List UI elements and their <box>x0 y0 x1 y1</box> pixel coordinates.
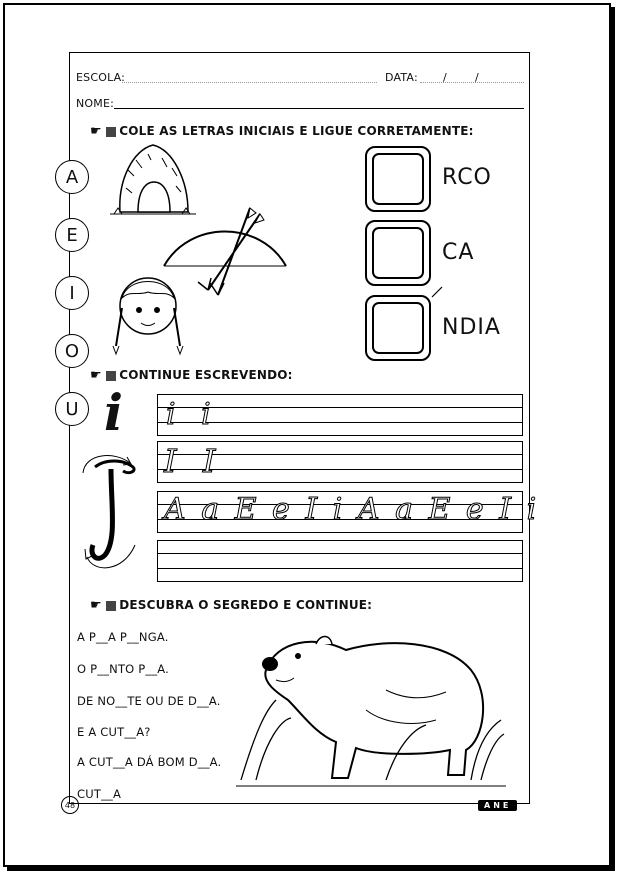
writing-row-1[interactable] <box>157 394 523 436</box>
writing-row-4[interactable] <box>157 540 523 582</box>
writing-row-2[interactable] <box>157 441 523 483</box>
word-2: CA <box>442 240 475 265</box>
writing-row-3[interactable] <box>157 491 540 533</box>
vowel-e[interactable]: E <box>55 218 89 252</box>
trace-text-1: i i <box>166 397 219 432</box>
answer-box-3[interactable] <box>365 295 431 361</box>
date-label: DATA: <box>385 71 418 84</box>
vowel-i[interactable]: I <box>55 276 89 310</box>
trace-text-2: I I <box>164 442 224 480</box>
answer-box-2[interactable] <box>365 220 431 286</box>
sentence-2: O P__NTO P__A. <box>77 662 170 676</box>
square-bullet-icon <box>106 601 116 611</box>
sentence-3: DE NO__TE OU DE D__A. <box>77 694 221 708</box>
date-separator: / <box>475 71 479 84</box>
pointing-hand-icon: ☛ <box>90 124 102 139</box>
vowel-a[interactable]: A <box>55 160 89 194</box>
pencil-mark-icon <box>430 285 444 299</box>
pointing-hand-icon: ☛ <box>90 598 102 613</box>
answer-box-1[interactable] <box>365 146 431 212</box>
vowel-u[interactable]: U <box>55 392 89 426</box>
section3-instruction-text: DESCUBRA O SEGREDO E CONTINUE: <box>119 598 373 612</box>
trace-text-3: A a E e I i A a E e I i <box>164 492 540 527</box>
section1-instruction <box>90 124 474 139</box>
indian-girl-icon <box>108 268 188 358</box>
school-label: ESCOLA: <box>76 71 126 84</box>
word-1: RCO <box>442 165 492 190</box>
sentence-6: CUT__A <box>77 787 122 801</box>
name-label: NOME: <box>76 97 115 110</box>
word-3: NDIA <box>442 315 501 340</box>
cursive-capital-i-icon <box>75 445 155 580</box>
vowel-o[interactable]: O <box>55 334 89 368</box>
sentence-4: E A CUT__A? <box>77 725 151 739</box>
page-number: 48 <box>61 796 79 814</box>
section1-instruction-text: COLE AS LETRAS INICIAIS E LIGUE CORRETAMENTE: <box>119 124 474 138</box>
section2-instruction <box>90 368 293 383</box>
date-field[interactable] <box>420 82 524 83</box>
square-bullet-icon <box>106 371 116 381</box>
date-separator: / <box>443 71 447 84</box>
section2-instruction-text: CONTINUE ESCREVENDO: <box>119 368 293 382</box>
capybara-icon <box>236 630 506 790</box>
small-i-model: i <box>104 383 123 442</box>
sentence-5: A CUT__A DÁ BOM D__A. <box>77 755 222 769</box>
school-field[interactable] <box>122 82 377 83</box>
square-bullet-icon <box>106 127 116 137</box>
section3-instruction <box>90 598 372 613</box>
brand-logo: ANE <box>478 800 517 811</box>
sentence-1: A P__A P__NGA. <box>77 630 169 644</box>
pointing-hand-icon: ☛ <box>90 368 102 383</box>
name-field[interactable] <box>114 108 524 109</box>
